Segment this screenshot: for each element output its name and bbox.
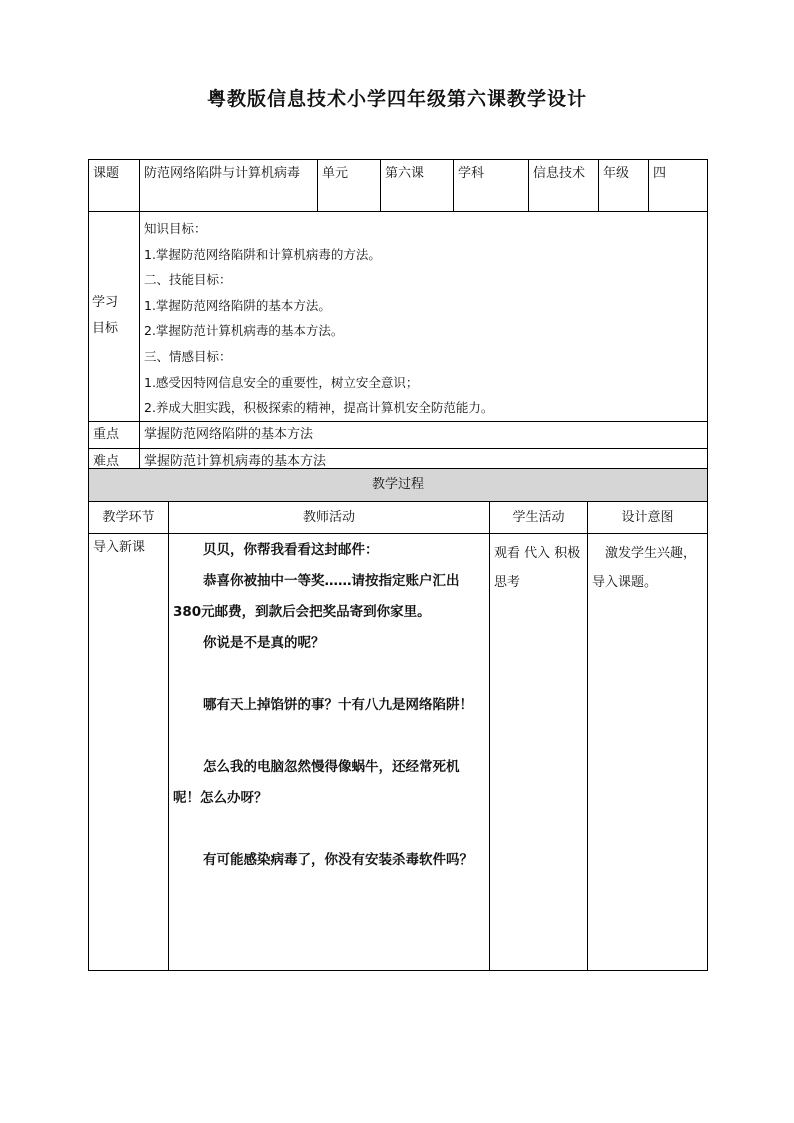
objective-line: 2.掌握防范计算机病毒的基本方法。	[144, 323, 344, 339]
header-teacher: 教师活动	[169, 502, 490, 534]
teacher-line: 你说是不是真的呢？	[203, 635, 325, 651]
teacher-line: 哪有天上掉馅饼的事？十有八九是网络陷阱！	[203, 697, 473, 713]
page-title: 粤教版信息技术小学四年级第六课教学设计	[206, 88, 587, 110]
teacher-line: 贝贝，你帮我看看这封邮件：	[203, 542, 379, 558]
difficulty-value: 掌握防范计算机病毒的基本方法	[140, 448, 708, 475]
info-row-objectives	[89, 212, 708, 422]
section-title: 教学过程	[89, 469, 708, 502]
info-row-key	[89, 421, 708, 448]
subject-label: 学科	[454, 160, 529, 212]
key-value: 掌握防范网络陷阱的基本方法	[140, 421, 708, 448]
process-header-row	[89, 502, 708, 534]
topic-label: 课题	[89, 160, 140, 212]
process-row	[89, 534, 708, 971]
design-intent-cell: 激发学生兴趣，导入课题。	[588, 534, 708, 971]
topic-value: 防范网络陷阱与计算机病毒	[140, 160, 318, 212]
objective-line: 1.掌握防范网络陷阱和计算机病毒的方法。	[144, 246, 381, 262]
objective-line: 1.感受因特网信息安全的重要性，树立安全意识；	[144, 374, 419, 390]
grade-label: 年级	[599, 160, 649, 212]
process-section-row	[89, 469, 708, 502]
header-intent: 设计意图	[588, 502, 708, 534]
unit-value: 第六课	[381, 160, 454, 212]
teacher-activity-cell	[169, 534, 490, 971]
stage-cell: 导入新课	[89, 534, 169, 971]
teaching-process-table	[88, 468, 708, 971]
objective-line: 1.掌握防范网络陷阱的基本方法。	[144, 297, 331, 313]
student-activity-cell: 观看 代入 积极思考	[490, 534, 588, 971]
teacher-line: 怎么我的电脑忽然慢得像蜗牛，还经常死机呢！怎么办呀？	[173, 759, 460, 806]
subject-value: 信息技术	[529, 160, 599, 212]
teacher-line: 有可能感染病毒了，你没有安装杀毒软件吗？	[203, 852, 473, 868]
unit-label: 单元	[318, 160, 381, 212]
objective-line: 知识目标：	[144, 221, 207, 236]
objective-line: 二、技能目标：	[144, 272, 232, 288]
info-row-topic	[89, 160, 708, 212]
objectives-label: 学习目标	[89, 212, 140, 422]
grade-value: 四	[649, 160, 708, 212]
objective-line: 三、情感目标：	[144, 348, 232, 364]
header-stage: 教学环节	[89, 502, 169, 534]
teacher-line: 恭喜你被抽中一等奖……请按指定账户汇出380元邮费，到款后会把奖品寄到你家里。	[173, 573, 460, 620]
difficulty-label: 难点	[89, 448, 140, 475]
objectives-list	[140, 212, 708, 422]
objective-line: 2.养成大胆实践，积极探索的精神，提高计算机安全防范能力。	[144, 400, 494, 416]
key-label: 重点	[89, 421, 140, 448]
header-student: 学生活动	[490, 502, 588, 534]
lesson-info-table	[88, 159, 708, 476]
